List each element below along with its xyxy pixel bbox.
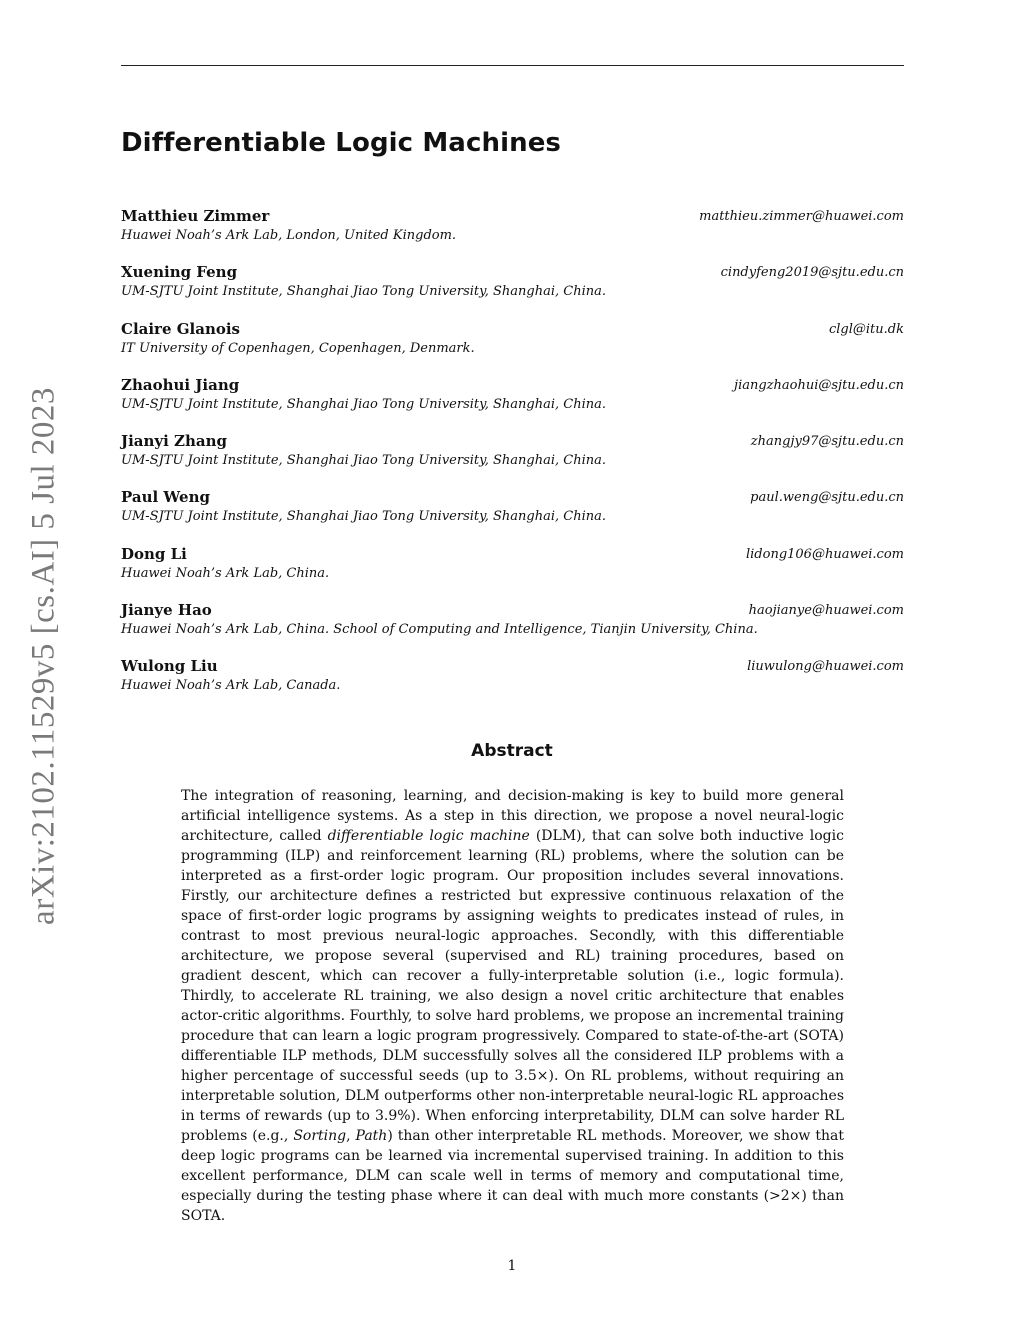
author-name: Jianye Hao — [121, 601, 212, 620]
author-affiliation: IT University of Copenhagen, Copenhagen, Denmark. — [121, 340, 475, 356]
author-affiliation: Huawei Noah’s Ark Lab, China. School of Computing and Intelligence, Tianjin University, China. — [121, 622, 758, 638]
author-email: matthieu.zimmer@huawei.com — [699, 209, 904, 224]
abstract-text — [181, 786, 844, 1226]
paper-title: Differentiable Logic Machines — [121, 128, 561, 158]
author-entry — [121, 657, 904, 713]
author-name: Wulong Liu — [121, 657, 218, 676]
abstract-emphasis: Path — [355, 1128, 388, 1144]
author-entry — [121, 263, 904, 319]
abstract-heading: Abstract — [471, 741, 553, 761]
author-affiliation: Huawei Noah’s Ark Lab, London, United Kingdom. — [121, 228, 457, 243]
author-affiliation: UM-SJTU Joint Institute, Shanghai Jiao Tong University, Shanghai, China. — [121, 509, 607, 525]
arxiv-identifier: arXiv:2102.11529v5 [cs.AI] 5 Jul 2023 — [25, 387, 62, 925]
author-entry — [121, 545, 904, 601]
author-list — [121, 207, 904, 714]
author-entry — [121, 376, 904, 432]
author-email: paul.weng@sjtu.edu.cn — [750, 490, 904, 506]
author-entry — [121, 488, 904, 544]
author-affiliation: UM-SJTU Joint Institute, Shanghai Jiao Tong University, Shanghai, China. — [121, 284, 607, 300]
author-name: Paul Weng — [121, 488, 210, 507]
author-affiliation: Huawei Noah’s Ark Lab, Canada. — [121, 678, 341, 694]
abstract-text-part: , — [346, 1128, 356, 1144]
abstract-emphasis: differentiable logic machine — [327, 828, 530, 844]
author-email: clgl@itu.dk — [828, 321, 904, 337]
author-entry — [121, 432, 904, 488]
page-number: 1 — [507, 1258, 517, 1274]
author-email: jiangzhaohui@sjtu.edu.cn — [734, 377, 904, 393]
header-rule — [121, 65, 904, 66]
abstract-text-part: (DLM), that can solve both inductive logic programming (ILP) and reinforcement learning (RL) problems, where the solution can be interpreted as a first-order logic program. Our proposition includes several innovations. Firstly, our architecture defines a restricted but expressive continuous relaxation of the space of first-order logic programs by assigning weights to predicates instead of rules, in contrast to most previous neural-logic approaches. Secondly, with this differentiable architecture, we propose several (supervised and RL) training procedures, based on gradient descent, which can recover a fully-interpretable solution (i.e., logic formula). Thirdly, to accelerate RL training, we also design a novel critic architecture that enables actor-critic algorithms. Fourthly, to solve hard problems, we propose an incremental training procedure that can learn a logic program progressively. Compared to state-of-the-art (SOTA) differentiable ILP methods, DLM successfully solves all the considered ILP problems with a higher percentage of successful seeds (up to 3.5×). On RL problems, without requiring an interpretable solution, DLM outperforms other non-interpretable neural-logic RL approaches in terms of rewards (up to 3.9%). When enforcing interpretability, DLM can solve harder RL problems (e.g., — [181, 828, 844, 1144]
author-email: haojianye@huawei.com — [748, 603, 904, 619]
author-email: cindyfeng2019@sjtu.edu.cn — [720, 265, 904, 281]
author-email: zhangjy97@sjtu.edu.cn — [750, 434, 904, 450]
author-affiliation: Huawei Noah’s Ark Lab, China. — [121, 565, 330, 581]
author-affiliation: UM-SJTU Joint Institute, Shanghai Jiao Tong University, Shanghai, China. — [121, 453, 607, 469]
author-name: Claire Glanois — [121, 319, 241, 338]
author-email: liuwulong@huawei.com — [747, 659, 904, 675]
author-affiliation: UM-SJTU Joint Institute, Shanghai Jiao Tong University, Shanghai, China. — [121, 396, 607, 412]
abstract-text-part: ) than other interpretable RL methods. Moreover, we show that deep logic programs can be learned via incremental supervised training. In addition to this excellent performance, DLM can scale well in terms of memory and computational time, especially during the testing phase where it can deal with much more constants (>2×) than SOTA. — [181, 1128, 844, 1224]
abstract-emphasis: Sorting — [293, 1128, 347, 1144]
author-email: lidong106@huawei.com — [745, 546, 904, 562]
author-entry — [121, 320, 904, 376]
author-name: Xuening Feng — [121, 263, 238, 282]
abstract-text-part: The integration of reasoning, learning, and decision-making is key to build more general artificial intelligence systems. As a step in this direction, we propose a novel neural-logic architecture, called — [181, 788, 844, 844]
author-name: Zhaohui Jiang — [121, 375, 240, 394]
author-name: Dong Li — [121, 544, 187, 563]
author-name: Matthieu Zimmer — [121, 207, 270, 225]
author-entry — [121, 207, 904, 263]
author-entry — [121, 601, 904, 657]
author-name: Jianyi Zhang — [121, 432, 228, 451]
